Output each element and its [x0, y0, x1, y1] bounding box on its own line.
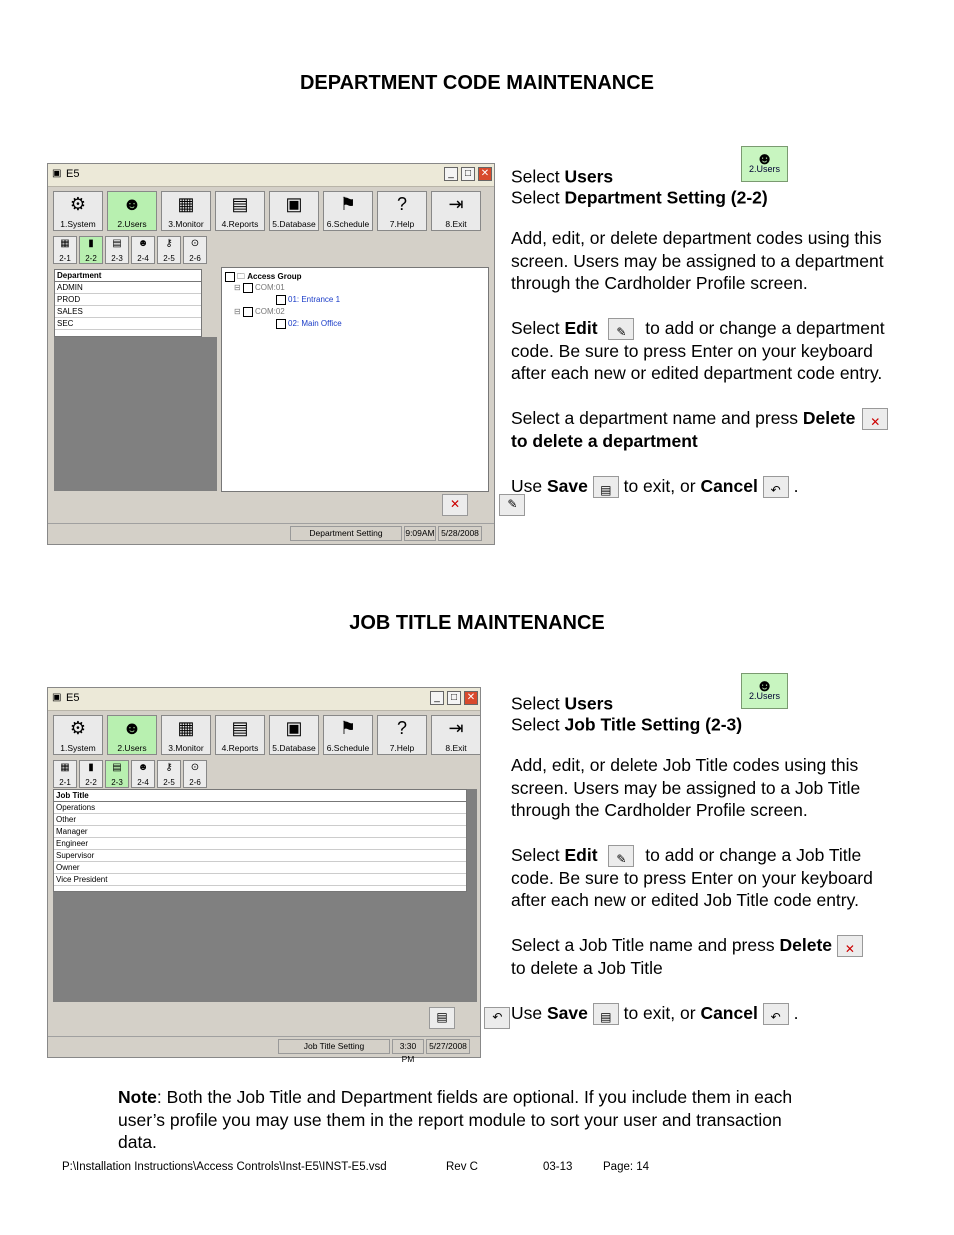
subtab-label: 2-3: [111, 254, 123, 263]
window-title: E5: [66, 168, 80, 180]
subtab-2-2[interactable]: [79, 760, 103, 788]
toolbar-monitor-button[interactable]: [161, 191, 211, 231]
toolbar-label: 6.Schedule: [326, 743, 370, 753]
subtab-icon: ▮: [88, 238, 94, 249]
section1-paragraph: Add, edit, or delete department codes using this screen. Users may be assigned to a department through the Cardholder Profile screen.: [511, 228, 884, 293]
toolbar-label: 4.Reports: [221, 743, 259, 753]
department-list[interactable]: [54, 269, 202, 337]
toolbar-system-button[interactable]: [53, 715, 103, 755]
database-icon: ▣: [285, 718, 303, 738]
exit-icon: ⇥: [448, 718, 464, 738]
schedule-icon: ⚑: [339, 194, 357, 214]
close-button[interactable]: ✕: [478, 167, 492, 181]
tree-item[interactable]: 01: Entrance 1: [276, 295, 340, 305]
toolbar-help-button[interactable]: [377, 191, 427, 231]
reports-icon: ▤: [231, 194, 249, 214]
note: [118, 1086, 818, 1154]
toolbar-help-button[interactable]: [377, 715, 427, 755]
empty-panel: [54, 337, 217, 491]
list-item[interactable]: Manager: [54, 826, 466, 838]
subtab-icon: ⊙: [190, 238, 200, 249]
toolbar-users-button[interactable]: [107, 715, 157, 755]
cancel-icon: ↶: [763, 1003, 789, 1025]
subtab-label: 2-2: [85, 778, 97, 787]
toolbar-users-button[interactable]: [107, 191, 157, 231]
window-title: E5: [66, 692, 80, 704]
toolbar-schedule-button[interactable]: [323, 191, 373, 231]
footer-page: Page: 14: [603, 1161, 650, 1173]
delete-icon: ✕: [837, 935, 863, 957]
section-title-job-title: JOB TITLE MAINTENANCE: [349, 612, 605, 634]
subtab-label: 2-1: [59, 778, 71, 787]
list-item[interactable]: PROD: [55, 294, 201, 306]
edit-icon: ✎: [507, 497, 518, 511]
subtab-icon: ⊙: [190, 762, 200, 773]
schedule-icon: ⚑: [339, 718, 357, 738]
exit-icon: ⇥: [448, 194, 464, 214]
list-item[interactable]: Operations: [54, 802, 466, 814]
database-icon: ▣: [285, 194, 303, 214]
delete-icon: ✕: [449, 497, 461, 511]
minimize-button[interactable]: _: [430, 691, 444, 705]
section2-paragraph: Add, edit, or delete Job Title codes using this screen. Users may be assigned to a Job Title through the Cardholder Profile screen.: [511, 755, 861, 820]
subtab-label: 2-4: [137, 778, 149, 787]
cancel-button[interactable]: [484, 1007, 510, 1029]
app-icon: ▣: [52, 692, 62, 703]
subtab-2-3[interactable]: [105, 760, 129, 788]
subtab-2-6[interactable]: [183, 236, 207, 264]
tree-item[interactable]: 02: Main Office: [276, 319, 342, 329]
toolbar-exit-button[interactable]: [431, 715, 481, 755]
status-date: 5/28/2008: [438, 526, 482, 541]
users-icon: ☻: [755, 676, 774, 695]
toolbar-label: 3.Monitor: [168, 743, 204, 753]
delete-icon: ✕: [862, 408, 888, 430]
list-item[interactable]: SEC: [55, 318, 201, 330]
subtab-2-6[interactable]: [183, 760, 207, 788]
subtab-2-5[interactable]: [157, 760, 181, 788]
list-item[interactable]: Engineer: [54, 838, 466, 850]
footer-rev: Rev C: [446, 1161, 478, 1173]
close-button[interactable]: ✕: [464, 691, 478, 705]
tree-item[interactable]: ⊟ COM:01: [234, 283, 285, 293]
list-item[interactable]: Supervisor: [54, 850, 466, 862]
subtab-icon: ▦: [60, 238, 70, 249]
subtab-label: 2-2: [85, 254, 97, 263]
toolbar-label: 6.Schedule: [326, 219, 370, 229]
subtab-icon: ☻: [137, 762, 149, 773]
delete-button[interactable]: [442, 494, 468, 516]
list-header: Job Title: [54, 790, 466, 802]
toolbar-label: 2.Users: [117, 219, 147, 229]
status-bar: [48, 523, 494, 544]
job-title-setting-window: [47, 687, 503, 1064]
folder-icon: 🗀: [237, 272, 245, 281]
toolbar-exit-button[interactable]: [431, 191, 481, 231]
subtab-icon: ⚷: [165, 762, 173, 773]
subtab-icon: ▦: [60, 762, 70, 773]
status-label: Job Title Setting: [278, 1039, 390, 1054]
cancel-icon: ↶: [492, 1010, 503, 1024]
footer-path: P:\Installation Instructions\Access Controls\Inst-E5\INST-E5.vsd: [62, 1161, 387, 1173]
department-setting-window: [47, 163, 518, 545]
minimize-button[interactable]: _: [444, 167, 458, 181]
list-item[interactable]: Vice President: [54, 874, 466, 886]
subtab-2-1[interactable]: [53, 236, 77, 264]
system-icon: ⚙: [69, 718, 87, 738]
title-bar: [48, 164, 494, 187]
toolbar-label: 2.Users: [117, 743, 147, 753]
help-icon: ?: [396, 194, 407, 214]
toolbar-database-button[interactable]: [269, 715, 319, 755]
subtab-2-3[interactable]: [105, 236, 129, 264]
subtab-label: 2-5: [163, 778, 175, 787]
subtab-label: 2-6: [189, 254, 201, 263]
users-icon: ☻: [122, 718, 142, 738]
status-date: 5/27/2008: [426, 1039, 470, 1054]
app-icon: ▣: [52, 168, 62, 179]
title-bar: [48, 688, 480, 711]
toolbar-label: 1.System: [60, 743, 96, 753]
save-icon: ▤: [593, 1003, 619, 1025]
subtab-icon: ▤: [112, 238, 122, 249]
list-header: Department: [55, 270, 201, 282]
note-text: : Both the Job Title and Department fields are optional. If you include them in each user’s profile you may use them in the report module to sort your user and transaction data.: [118, 1087, 793, 1152]
users-icon: ☻: [755, 149, 774, 168]
subtab-2-4[interactable]: [131, 236, 155, 264]
status-time: 3:30 PM: [392, 1039, 424, 1054]
toolbar-label: 8.Exit: [445, 743, 467, 753]
job-title-list[interactable]: [53, 789, 467, 892]
toolbar-schedule-button[interactable]: [323, 715, 373, 755]
toolbar-label: 4.Reports: [221, 219, 259, 229]
monitor-icon: ▦: [177, 194, 195, 214]
cancel-icon: ↶: [763, 476, 789, 498]
status-bar: [48, 1036, 480, 1064]
tree-item[interactable]: ⊟ COM:02: [234, 307, 285, 317]
subtab-icon: ▮: [88, 762, 94, 773]
toolbar-label: 1.System: [60, 219, 96, 229]
subtab-2-4[interactable]: [131, 760, 155, 788]
toolbar-label: 3.Monitor: [168, 219, 204, 229]
reports-icon: ▤: [231, 718, 249, 738]
maximize-button[interactable]: □: [447, 691, 461, 705]
subtab-label: 2-3: [111, 778, 123, 787]
list-item[interactable]: Owner: [54, 862, 466, 874]
toolbar-monitor-button[interactable]: [161, 715, 211, 755]
help-icon: ?: [396, 718, 407, 738]
toolbar-label: 8.Exit: [445, 219, 467, 229]
toolbar-database-button[interactable]: [269, 191, 319, 231]
monitor-icon: ▦: [177, 718, 195, 738]
save-icon: ▤: [593, 476, 619, 498]
subtab-icon: ☻: [137, 238, 149, 249]
access-group-tree[interactable]: [221, 267, 489, 492]
section-title-department: DEPARTMENT CODE MAINTENANCE: [299, 72, 655, 94]
toolbar-label: 7.Help: [389, 743, 415, 753]
list-item[interactable]: Other: [54, 814, 466, 826]
edit-icon: ✎: [608, 318, 634, 340]
maximize-button[interactable]: □: [461, 167, 475, 181]
save-button[interactable]: [429, 1007, 455, 1029]
users-icon: ☻: [122, 194, 142, 214]
edit-icon: ✎: [608, 845, 634, 867]
users-icon-button: ☻ 2.Users: [741, 673, 788, 709]
subtab-icon: ▤: [112, 762, 122, 773]
subtab-icon: ⚷: [165, 238, 173, 249]
subtab-2-1[interactable]: [53, 760, 77, 788]
toolbar-label: 5.Database: [272, 743, 316, 753]
tree-root[interactable]: 🗀 Access Group: [225, 271, 301, 285]
section1-instructions: Select Users ☻ 2.Users Select Department Setting (2-2) Add, edit, or delete department codes using this screen. Users may be assigned to a department through the Cardholder Profile screen. Select Edit ✎ to add or change a department code. Be sure to press Enter on your keyboard after each new or edited department code entry. Select a department name and press Delete ✕ to delete a department Use Save ▤ to exit, or Cancel ↶ .: [511, 160, 891, 498]
subtab-label: 2-1: [59, 254, 71, 263]
subtab-2-5[interactable]: [157, 236, 181, 264]
toolbar-reports-button[interactable]: [215, 191, 265, 231]
status-time: 9:09AM: [404, 526, 436, 541]
note-label: Note: [118, 1087, 157, 1107]
subtab-label: 2-5: [163, 254, 175, 263]
system-icon: ⚙: [69, 194, 87, 214]
toolbar-label: 7.Help: [389, 219, 415, 229]
subtab-label: 2-6: [189, 778, 201, 787]
subtab-2-2[interactable]: [79, 236, 103, 264]
subtab-label: 2-4: [137, 254, 149, 263]
toolbar-label: 5.Database: [272, 219, 316, 229]
save-icon: ▤: [436, 1010, 448, 1024]
footer-date: 03-13: [543, 1161, 573, 1173]
status-label: Department Setting: [290, 526, 402, 541]
section2-instructions: Select Users ☻ 2.Users Select Job Title Setting (2-3) Add, edit, or delete Job Title codes using this screen. Users may be assigned to a Job Title through the Cardholder Profile screen. Select Edit ✎ to add or change a Job Title code. Be sure to press Enter on your keyboard after each new or edited Job Title code entry. Select a Job Title name and press Delete ✕ to delete a Job Title Use Save ▤ to exit, or Cancel ↶ .: [511, 687, 891, 1025]
list-item[interactable]: SALES: [55, 306, 201, 318]
toolbar-reports-button[interactable]: [215, 715, 265, 755]
toolbar-system-button[interactable]: [53, 191, 103, 231]
list-item[interactable]: ADMIN: [55, 282, 201, 294]
users-icon-button: ☻ 2.Users: [741, 146, 788, 182]
